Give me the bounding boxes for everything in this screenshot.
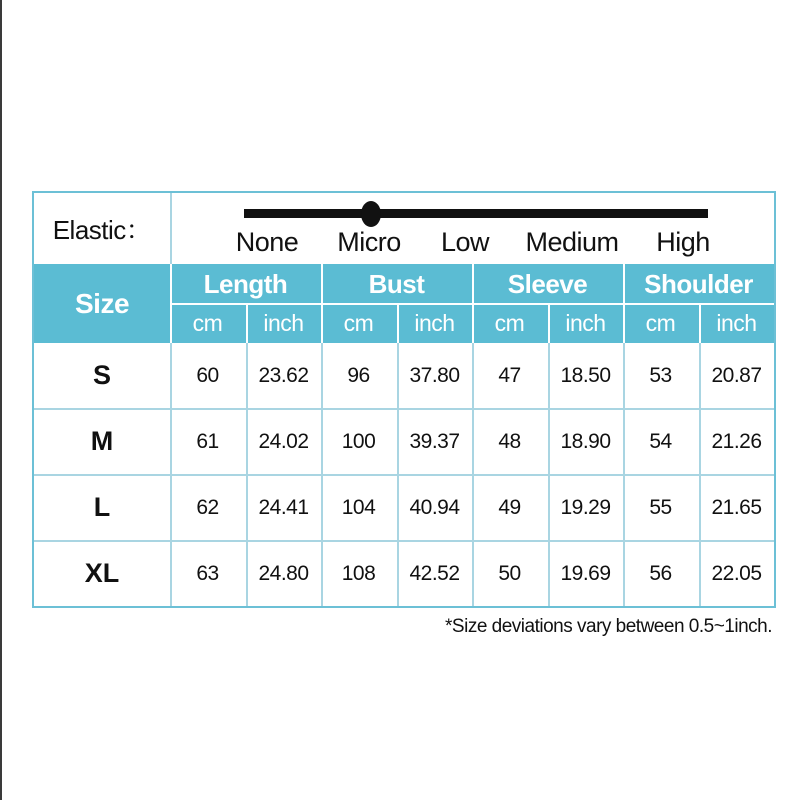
sleeve-inch-cell: 19.29 <box>560 495 611 519</box>
elastic-level-micro: Micro <box>337 227 401 257</box>
length-cm-cell: 63 <box>196 561 219 585</box>
column-divider <box>321 343 323 606</box>
elastic-level-none: None <box>235 227 299 257</box>
column-divider <box>548 343 550 606</box>
sleeve-cm-cell: 47 <box>498 363 521 387</box>
shoulder-cm-cell: 53 <box>649 363 672 387</box>
table-row <box>34 409 774 474</box>
page-left-edge <box>0 0 2 800</box>
shoulder-header: Shoulder <box>644 268 753 299</box>
sleeve-cm-cell: 50 <box>498 561 521 585</box>
bust-inch-cell: 37.80 <box>409 363 460 387</box>
shoulder-cm-cell: 54 <box>649 429 672 453</box>
header-divider <box>548 304 550 343</box>
header-divider <box>246 304 248 343</box>
column-divider <box>246 343 248 606</box>
size-cell: M <box>90 426 114 456</box>
elastic-level-high: High <box>656 227 710 257</box>
column-divider <box>472 343 474 606</box>
bust-inch-header: inch <box>414 310 455 336</box>
shoulder-inch-cell: 21.26 <box>711 429 762 453</box>
elastic-row <box>34 193 774 264</box>
size-chart-table <box>32 191 776 608</box>
header-divider <box>472 264 474 343</box>
bust-inch-cell: 42.52 <box>409 561 460 585</box>
column-divider <box>170 343 172 606</box>
table-row <box>34 541 774 606</box>
bust-header: Bust <box>368 268 425 299</box>
shoulder-inch-cell: 22.05 <box>711 561 762 585</box>
table-row <box>34 343 774 408</box>
header-divider <box>397 304 399 343</box>
sleeve-inch-header: inch <box>565 310 606 336</box>
sleeve-cm-cell: 48 <box>498 429 521 453</box>
sleeve-cm-cell: 49 <box>498 495 521 519</box>
bust-cm-cell: 100 <box>341 429 376 453</box>
length-inch-cell: 24.41 <box>258 495 309 519</box>
row-divider <box>34 474 774 476</box>
header-divider <box>623 264 625 343</box>
column-divider <box>397 343 399 606</box>
row-divider <box>34 540 774 542</box>
length-inch-header: inch <box>263 310 304 336</box>
shoulder-inch-cell: 21.65 <box>711 495 762 519</box>
bust-inch-cell: 40.94 <box>409 495 460 519</box>
bust-inch-cell: 39.37 <box>409 429 460 453</box>
table-row <box>34 475 774 540</box>
bust-cm-cell: 104 <box>341 495 376 519</box>
size-cell: XL <box>84 558 120 588</box>
table-header <box>34 264 774 343</box>
row-divider <box>34 408 774 410</box>
shoulder-cm-cell: 56 <box>649 561 672 585</box>
sleeve-inch-cell: 19.69 <box>560 561 611 585</box>
length-cm-cell: 60 <box>196 363 219 387</box>
shoulder-cm-cell: 55 <box>649 495 672 519</box>
shoulder-inch-cell: 20.87 <box>711 363 762 387</box>
size-cell: L <box>93 492 111 522</box>
sleeve-header: Sleeve <box>507 268 588 299</box>
bust-cm-header: cm <box>343 310 374 336</box>
sleeve-inch-cell: 18.90 <box>560 429 611 453</box>
length-header: Length <box>203 268 288 299</box>
column-divider <box>699 343 701 606</box>
length-cm-header: cm <box>192 310 223 336</box>
shoulder-cm-header: cm <box>645 310 676 336</box>
length-inch-cell: 24.80 <box>258 561 309 585</box>
sleeve-inch-cell: 18.50 <box>560 363 611 387</box>
bust-cm-cell: 96 <box>347 363 370 387</box>
length-inch-cell: 23.62 <box>258 363 309 387</box>
elastic-level-low: Low <box>440 227 490 257</box>
size-deviation-note: *Size deviations vary between 0.5~1inch. <box>445 616 772 637</box>
length-cm-cell: 61 <box>196 429 219 453</box>
elastic-label: Elastic： <box>52 215 152 245</box>
length-inch-cell: 24.02 <box>258 429 309 453</box>
column-divider <box>623 343 625 606</box>
shoulder-inch-header: inch <box>716 310 757 336</box>
header-divider <box>321 264 323 343</box>
header-divider <box>699 304 701 343</box>
length-cm-cell: 62 <box>196 495 219 519</box>
elastic-separator <box>170 193 172 264</box>
sleeve-cm-header: cm <box>494 310 525 336</box>
elastic-scale-marker <box>361 201 381 227</box>
bust-cm-cell: 108 <box>341 561 376 585</box>
size-cell: S <box>92 360 111 390</box>
elastic-scale-bar <box>244 209 708 218</box>
elastic-level-medium: Medium <box>525 227 619 257</box>
size-column-header: Size <box>74 287 130 319</box>
